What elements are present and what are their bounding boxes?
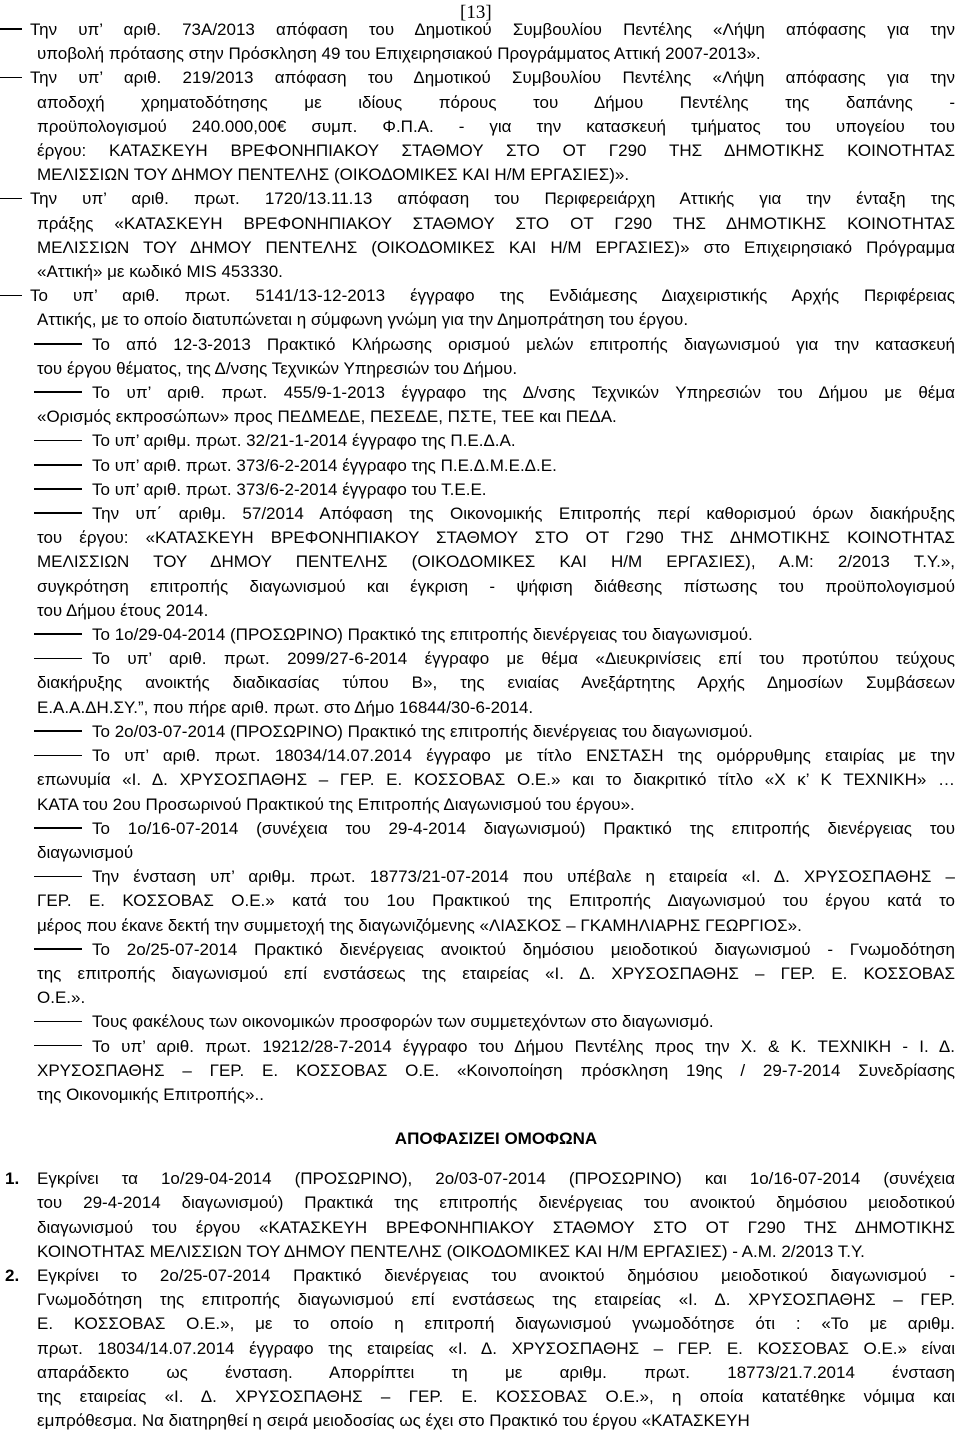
consideration-item bbox=[37, 454, 955, 478]
line-text: Το υπ’ αριθ. πρωτ. 18034/14.07.2014 έγγραφο με τίτλο ΕΝΣΤΑΣΗ της ομόρρυθμης εταιρίας με την bbox=[92, 746, 955, 766]
text-line bbox=[37, 671, 955, 695]
text-line bbox=[37, 1035, 955, 1059]
consideration-item bbox=[37, 865, 955, 938]
line-text: Το υπ’ αριθ. πρωτ. 373/6-2-2014 έγγραφο της Π.Ε.Δ.Μ.Ε.Δ.Ε. bbox=[92, 455, 557, 475]
text-line: εμπρόθεσμα. Να διατηρηθεί η σειρά μειοδοσίας ως έχει στο Πρακτικό του έργου «ΚΑΤΑΣΚΕΥΗ bbox=[37, 1411, 750, 1431]
dash-bullet-icon bbox=[34, 633, 82, 635]
line-text: «Ορισμός εκπροσώπων» προς ΠΕΔΜΕΔΕ, ΠΕΣΕΔΕ, ΠΣΤΕ, ΤΕΕ και ΠΕΔΑ. bbox=[37, 407, 617, 427]
decisions-list bbox=[5, 1167, 955, 1433]
consideration-item bbox=[37, 647, 955, 720]
decision-heading: ΑΠΟΦΑΣΙΖΕΙ ΟΜΟΦΩΝΑ bbox=[394, 1129, 598, 1149]
text-line bbox=[37, 212, 955, 236]
text-line bbox=[30, 284, 955, 308]
text-line: Εγκρίνει το 2ο/25-07-2014 Πρακτικό διενέργειας του ανοικτού δημόσιου μειοδοτικού διαγωνισμού - bbox=[37, 1265, 955, 1285]
text-line bbox=[37, 938, 955, 962]
dash-bullet-icon bbox=[34, 730, 82, 732]
line-text: ΧΡΥΣΟΣΠΑΘΗΣ – ΓΕΡ. Ε. ΚΟΣΣΟΒΑΣ Ο.Ε. «Κοινοποίηση πρόσκληση 19ης / 29-7-2014 Συνεδρίασης bbox=[37, 1060, 955, 1080]
line-text: Την υπ’ αριθ. πρωτ. 1720/13.11.13 απόφαση του Περιφερειάρχη Αττικής για την ένταξη της bbox=[30, 189, 955, 209]
line-text: Το υπ’ αριθ. πρωτ. 373/6-2-2014 έγγραφο του Τ.Ε.Ε. bbox=[92, 479, 487, 499]
text-line bbox=[37, 1059, 955, 1083]
text-line bbox=[37, 1010, 955, 1034]
text-line: ΚΟΙΝΟΤΗΤΑΣ ΜΕΛΙΣΣΙΩΝ ΤΟΥ ΔΗΜΟΥ ΠΕΝΤΕΛΗΣ (ΟΙΚΟΔΟΜΙΚΕΣ ΚΑΙ Η/Μ ΕΡΓΑΣΙΕΣ) - Α.Μ. 2/2013 Τ.Υ. bbox=[37, 1241, 865, 1261]
line-text: του Δήμου έτους 2014. bbox=[37, 600, 209, 620]
text-line bbox=[37, 889, 955, 913]
consideration-item bbox=[37, 623, 955, 647]
line-text: Την υπ’ αριθ. 73Α/2013 απόφαση του Δημοτικού Συμβουλίου Πεντέλης «Λήψη απόφασης για την bbox=[30, 20, 955, 39]
text-line bbox=[37, 793, 955, 817]
text-line bbox=[37, 623, 955, 647]
consideration-item bbox=[37, 333, 955, 381]
consideration-item bbox=[30, 187, 955, 284]
line-text: αποδοχή χρηματοδότησης με ιδίους πόρους του Δήμου Πεντέλης της δαπάνης - bbox=[37, 92, 955, 112]
line-text: Το 1ο/29-04-2014 (ΠΡΟΣΩΡΙΝΟ) Πρακτικό της επιτροπής διενέργειας του διαγωνισμού. bbox=[92, 625, 753, 645]
line-text: «Αττική» με κωδικό MIS 453330. bbox=[37, 262, 283, 282]
dash-bullet-icon bbox=[34, 464, 82, 466]
consideration-item bbox=[37, 817, 955, 865]
dash-bullet-icon bbox=[34, 440, 82, 442]
dash-bullet-icon bbox=[0, 198, 22, 200]
text-line bbox=[37, 599, 955, 623]
consideration-item bbox=[37, 720, 955, 744]
line-text: ΜΕΛΙΣΣΙΩΝ ΤΟΥ ΔΗΜΟΥ ΠΕΝΤΕΛΗΣ (ΟΙΚΟΔΟΜΙΚΕΣ ΚΑΙ Η/Μ ΕΡΓΑΣΙΕΣ)» στο Επιχειρησιακό Πρόγραμμα bbox=[37, 237, 955, 257]
text-line bbox=[37, 817, 955, 841]
line-text: ΜΕΛΙΣΣΙΩΝ ΤΟΥ ΔΗΜΟΥ ΠΕΝΤΕΛΗΣ (ΟΙΚΟΔΟΜΙΚΕΣ ΚΑΙ Η/Μ ΕΡΓΑΣΙΕΣ), Α.Μ: 2/2013 Τ.Υ.», bbox=[37, 552, 955, 572]
dash-bullet-icon bbox=[34, 827, 82, 829]
dash-bullet-icon bbox=[34, 876, 82, 878]
decision-number: 2. bbox=[5, 1265, 20, 1285]
text-line bbox=[37, 429, 955, 453]
consideration-item bbox=[37, 381, 955, 429]
text-line bbox=[30, 66, 955, 90]
line-text: Την υπ’ αριθ. 219/2013 απόφαση του Δημοτικού Συμβουλίου Πεντέλης «Λήψη απόφασης για την bbox=[30, 68, 955, 88]
line-text: Το 1ο/16-07-2014 (συνέχεια του 29-4-2014 διαγωνισμού) Πρακτικό της επιτροπής διενέργειας του bbox=[92, 818, 955, 838]
line-text: Ε.Α.Α.ΔΗ.ΣΥ.”, που πήρε αριθ. πρωτ. στο Δήμο 16844/30-6-2014. bbox=[37, 697, 534, 717]
line-text: του έργου: «ΚΑΤΑΣΚΕΥΗ ΒΡΕΦΟΝΗΠΙΑΚΟΥ ΣΤΑΘΜΟΥ ΣΤΟ ΟΤ Γ290 ΤΗΣ ΔΗΜΟΤΙΚΗΣ ΚΟΙΝΟΤΗΤΑΣ bbox=[37, 528, 955, 548]
text-line: πρωτ. 18034/14.07.2014 έγγραφο της εταιρείας «Ι. Δ. ΧΡΥΣΟΣΠΑΘΗΣ – ΓΕΡ. Ε. ΚΟΣΣΟΒΑΣ Ο.Ε.» είναι bbox=[37, 1338, 955, 1358]
decision-item bbox=[5, 1167, 955, 1264]
consideration-item bbox=[37, 502, 955, 623]
line-text: Την υπ΄ αριθμ. 57/2014 Απόφαση της Οικονομικής Επιτροπής περί καθορισμού όρων διακήρυξης bbox=[92, 504, 955, 524]
line-text: Την ένσταση υπ’ αριθμ. πρωτ. 18773/21-07-2014 που υπέβαλε η εταιρεία «Ι. Δ. ΧΡΥΣΟΣΠΑΘΗΣ – bbox=[92, 867, 955, 887]
dash-bullet-icon bbox=[0, 77, 22, 79]
consideration-item bbox=[30, 284, 955, 332]
consideration-item bbox=[37, 429, 955, 453]
decision-number: 1. bbox=[5, 1169, 20, 1189]
line-text: Το 2ο/03-07-2014 (ΠΡΟΣΩΡΙΝΟ) Πρακτικό της επιτροπής διενέργειας του διαγωνισμού. bbox=[92, 721, 753, 741]
considerations-list bbox=[30, 18, 955, 1107]
consideration-item bbox=[37, 478, 955, 502]
dash-bullet-icon bbox=[0, 28, 22, 30]
line-text: προϋπολογισμού 240.000,00€ συμπ. Φ.Π.Α. - για την κατασκευή τμήματος του υπογείου του bbox=[37, 116, 955, 136]
text-line bbox=[37, 91, 955, 115]
line-text: Το υπ’ αριθ. πρωτ. 2099/27-6-2014 έγγραφο με θέμα «Διευκρινίσεις επί του προτύπου τεύχους bbox=[92, 649, 955, 669]
dash-bullet-icon bbox=[34, 1045, 82, 1047]
line-text: Το υπ’ αριθ. πρωτ. 455/9-1-2013 έγγραφο της Δ/νσης Τεχνικών Υπηρεσιών του Δήμου με θέμα bbox=[92, 383, 955, 403]
text-line bbox=[37, 526, 955, 550]
consideration-item bbox=[37, 744, 955, 817]
line-text: μέρος που έκανε δεκτή την συμμετοχή της διαγωνιζόμενης «ΛΙΑΣΚΟΣ – ΓΚΑΜΗΛΙΑΡΗΣ ΓΕΩΡΓΙΟΣ». bbox=[37, 915, 802, 935]
text-line bbox=[37, 841, 955, 865]
text-line bbox=[37, 696, 955, 720]
dash-bullet-icon bbox=[34, 488, 82, 490]
line-text: της επιτροπής διαγωνισμού επί ενστάσεως της εταιρείας «Ι. Δ. ΧΡΥΣΟΣΠΑΘΗΣ – ΓΕΡ. Ε. ΚΟΣΣΟΒΑΣ bbox=[37, 963, 955, 983]
text-line bbox=[37, 865, 955, 889]
text-line bbox=[37, 333, 955, 357]
text-line bbox=[37, 720, 955, 744]
line-text: Το από 12-3-2013 Πρακτικό Κλήρωσης ορισμού μελών επιτροπής διαγωνισμού για την κατασκευή bbox=[92, 334, 955, 354]
text-line bbox=[37, 454, 955, 478]
text-line: του 29-4-2014 διαγωνισμού) Πρακτικά της επιτροπής διενέργειας του ανοικτού δημόσιου μειοδοτικού bbox=[37, 1193, 955, 1213]
line-text: ΜΕΛΙΣΣΙΩΝ ΤΟΥ ΔΗΜΟΥ ΠΕΝΤΕΛΗΣ (ΟΙΚΟΔΟΜΙΚΕΣ ΚΑΙ Η/Μ ΕΡΓΑΣΙΕΣ)». bbox=[37, 165, 630, 185]
dash-bullet-icon bbox=[34, 755, 82, 757]
text-line bbox=[37, 647, 955, 671]
text-line: διαγωνισμού του έργου «ΚΑΤΑΣΚΕΥΗ ΒΡΕΦΟΝΗΠΙΑΚΟΥ ΣΤΑΘΜΟΥ ΣΤΟ ΟΤ Γ290 ΤΗΣ ΔΗΜΟΤΙΚΗΣ bbox=[37, 1217, 955, 1237]
consideration-item bbox=[30, 66, 955, 187]
consideration-item bbox=[37, 1035, 955, 1108]
dash-bullet-icon bbox=[34, 512, 82, 514]
text-line: Εγκρίνει τα 1ο/29-04-2014 (ΠΡΟΣΩΡΙΝΟ), 2ο/03-07-2014 (ΠΡΟΣΩΡΙΝΟ) και 1ο/16-07-2014 (συνέχεια bbox=[37, 1169, 955, 1189]
line-text: Το 2ο/25-07-2014 Πρακτικό διενέργειας ανοικτού δημόσιου μειοδοτικού διαγωνισμού - Γνωμοδότηση bbox=[92, 939, 955, 959]
dash-bullet-icon bbox=[0, 295, 22, 297]
text-line bbox=[37, 260, 955, 284]
line-text: Το υπ’ αριθ. πρωτ. 5141/13-12-2013 έγγραφο της Ενδιάμεσης Διαχειριστικής Αρχής Περιφέρειας bbox=[30, 286, 955, 306]
line-text: ΓΕΡ. Ε. ΚΟΣΣΟΒΑΣ Ο.Ε.» κατά του 1ου Πρακτικού της Επιτροπής Διαγωνισμού του έργου κατά το bbox=[37, 891, 955, 911]
dash-bullet-icon bbox=[34, 658, 82, 660]
page-number: [13] bbox=[460, 2, 492, 23]
line-text: επωνυμία «Ι. Δ. ΧΡΥΣΟΣΠΑΘΗΣ – ΓΕΡ. Ε. ΚΟΣΣΟΒΑΣ Ο.Ε.» και το διακριτικό τίτλο «Χ κ’ Κ ΤΕΧΝΙΚΗ» … bbox=[37, 770, 955, 790]
text-line bbox=[37, 236, 955, 260]
text-line bbox=[37, 550, 955, 574]
line-text: Αττικής, με το οποίο διατυπώνεται η σύμφωνη γνώμη για την Δημοπράτηση του έργου. bbox=[37, 310, 689, 330]
dash-bullet-icon bbox=[34, 343, 82, 345]
text-line bbox=[37, 986, 955, 1010]
line-text: συγκρότηση επιτροπής διαγωνισμού και έγκριση - ψήφιση διάθεσης πίστωσης του προϋπολογισμού bbox=[37, 576, 955, 596]
line-text: Ο.Ε.». bbox=[37, 988, 86, 1008]
text-line bbox=[37, 308, 955, 332]
text-line: Γνωμοδότηση της επιτροπής διαγωνισμού επί ενστάσεως της εταιρείας «Ι. Δ. ΧΡΥΣΟΣΠΑΘΗΣ – ΓΕΡ. bbox=[37, 1290, 955, 1310]
line-text: διακήρυξης ανοικτής διαδικασίας τύπου Β», της ενιαίας Ανεξάρτητης Αρχής Δημοσίων Συμβάσεων bbox=[37, 673, 955, 693]
text-line bbox=[37, 1083, 955, 1107]
text-line bbox=[37, 575, 955, 599]
text-line bbox=[37, 115, 955, 139]
text-line bbox=[37, 357, 955, 381]
line-text: ΚΑΤΑ του 2ου Προσωρινού Πρακτικού της Επιτροπής Διαγωνισμού του έργου». bbox=[37, 794, 635, 814]
consideration-item bbox=[37, 1010, 955, 1034]
text-line bbox=[37, 744, 955, 768]
dash-bullet-icon bbox=[34, 391, 82, 393]
consideration-item bbox=[37, 938, 955, 1011]
line-text: Το υπ’ αριθ. πρωτ. 19212/28-7-2014 έγγραφο του Δήμου Πεντέλης προς την Χ. & Κ. ΤΕΧΝΙΚΗ - Ι. Δ. bbox=[92, 1036, 955, 1056]
line-text: Το υπ’ αριθμ. πρωτ. 32/21-1-2014 έγγραφο της Π.Ε.Δ.Α. bbox=[92, 431, 516, 451]
line-text: διαγωνισμού bbox=[37, 842, 134, 862]
text-line bbox=[30, 18, 955, 42]
dash-bullet-icon bbox=[34, 1021, 82, 1023]
text-line: Ε. ΚΟΣΣΟΒΑΣ Ο.Ε.», με το οποίο η επιτροπή διαγωνισμού γνωμοδότησε ότι : «Το με αριθμ. bbox=[37, 1314, 955, 1334]
text-line bbox=[37, 42, 955, 66]
decision-item bbox=[5, 1264, 955, 1433]
line-text: υποβολή πρότασης στην Πρόσκληση 49 του Επιχειρησιακού Προγράμματος Αττική 2007-2013». bbox=[37, 44, 761, 64]
document-body bbox=[5, 18, 955, 1433]
line-text: πράξης «ΚΑΤΑΣΚΕΥΗ ΒΡΕΦΟΝΗΠΙΑΚΟΥ ΣΤΑΘΜΟΥ ΣΤΟ ΟΤ Γ290 ΤΗΣ ΔΗΜΟΤΙΚΗΣ ΚΟΙΝΟΤΗΤΑΣ bbox=[37, 213, 955, 233]
text-line bbox=[37, 478, 955, 502]
consideration-item bbox=[30, 18, 955, 66]
line-text: του έργου θέματος, της Δ/νσης Τεχνικών Υπηρεσιών του Δήμου. bbox=[37, 358, 518, 378]
text-line bbox=[37, 139, 955, 163]
text-line: απαράδεκτο ως ένσταση. Απορρίπτει τη με αριθμ. πρωτ. 18773/21.7.2014 ένσταση bbox=[37, 1362, 955, 1382]
text-line bbox=[37, 405, 955, 429]
line-text: έργου: ΚΑΤΑΣΚΕΥΗ ΒΡΕΦΟΝΗΠΙΑΚΟΥ ΣΤΑΘΜΟΥ ΣΤΟ ΟΤ Γ290 ΤΗΣ ΔΗΜΟΤΙΚΗΣ ΚΟΙΝΟΤΗΤΑΣ bbox=[37, 141, 955, 161]
dash-bullet-icon bbox=[34, 948, 82, 950]
text-line bbox=[37, 502, 955, 526]
text-line: της εταιρείας «Ι. Δ. ΧΡΥΣΟΣΠΑΘΗΣ – ΓΕΡ. Ε. ΚΟΣΣΟΒΑΣ Ο.Ε.», η οποία κατατέθηκε νόμιμα και bbox=[37, 1386, 955, 1406]
line-text: Τους φακέλους των οικονομικών προσφορών των συμμετεχόντων στο διαγωνισμό. bbox=[92, 1012, 714, 1032]
text-line bbox=[37, 381, 955, 405]
text-line bbox=[37, 962, 955, 986]
text-line bbox=[30, 187, 955, 211]
text-line bbox=[37, 768, 955, 792]
text-line bbox=[37, 914, 955, 938]
text-line bbox=[37, 163, 955, 187]
line-text: της Οικονομικής Επιτροπής».. bbox=[37, 1084, 264, 1104]
